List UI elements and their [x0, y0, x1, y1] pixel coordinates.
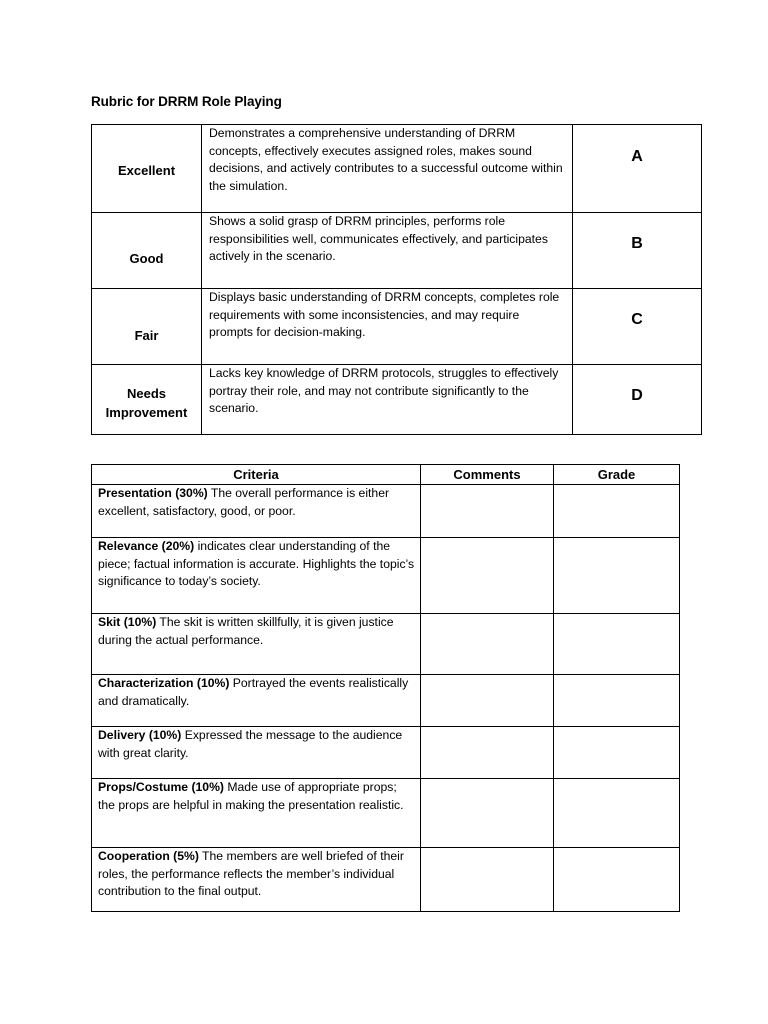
criteria-row [92, 848, 680, 912]
rubric-row-excellent [92, 125, 702, 213]
comments-cell[interactable] [421, 727, 554, 779]
criteria-name: Relevance (20%) [98, 539, 195, 553]
criteria-row [92, 538, 680, 614]
criteria-text: The members are well briefed of their roles, the performance reflects the member’s individual contribution to the final output. [98, 849, 404, 898]
rubric-level: Good [92, 213, 202, 289]
grade-cell[interactable] [554, 675, 680, 727]
rubric-description: Lacks key knowledge of DRRM protocols, struggles to effectively portray their role, and may not contribute significantly to the scenario. [202, 365, 573, 435]
criteria-name: Skit (10%) [98, 615, 157, 629]
rubric-description: Displays basic understanding of DRRM concepts, completes role requirements with some inconsistencies, and may require prompts for decision-making. [202, 289, 573, 365]
grade-cell[interactable] [554, 614, 680, 675]
criteria-header-row [92, 465, 680, 485]
comments-cell[interactable] [421, 485, 554, 538]
criteria-row [92, 675, 680, 727]
criteria-name: Characterization (10%) [98, 676, 230, 690]
criteria-row [92, 485, 680, 538]
rubric-level: Needs Improvement [92, 365, 202, 435]
comments-cell[interactable] [421, 779, 554, 848]
criteria-cell [92, 727, 421, 779]
rubric-description: Demonstrates a comprehensive understanding of DRRM concepts, effectively executes assigned roles, makes sound decisions, and actively contributes to a successful outcome within the simulation. [202, 125, 573, 213]
grade-header: Grade [554, 465, 680, 485]
rubric-row-good [92, 213, 702, 289]
rubric-grade: A [573, 125, 702, 213]
grade-cell[interactable] [554, 727, 680, 779]
rubric-level: Excellent [92, 125, 202, 213]
criteria-text: Portrayed the events realistically and dramatically. [98, 676, 409, 708]
criteria-text: Made use of appropriate props; the props are helpful in making the presentation realistic. [98, 780, 404, 812]
criteria-table [91, 464, 680, 912]
grade-cell[interactable] [554, 485, 680, 538]
rubric-row-fair [92, 289, 702, 365]
criteria-text: Expressed the message to the audience with great clarity. [98, 728, 403, 760]
rubric-grade: D [573, 365, 702, 435]
criteria-row [92, 779, 680, 848]
comments-cell[interactable] [421, 848, 554, 912]
grade-cell[interactable] [554, 779, 680, 848]
criteria-cell [92, 675, 421, 727]
criteria-row [92, 727, 680, 779]
rubric-grade: C [573, 289, 702, 365]
comments-cell[interactable] [421, 538, 554, 614]
criteria-name: Props/Costume (10%) [98, 780, 224, 794]
criteria-name: Delivery (10%) [98, 728, 182, 742]
document-title: Rubric for DRRM Role Playing [91, 94, 282, 109]
criteria-cell [92, 614, 421, 675]
criteria-text: The overall performance is either excellent, satisfactory, good, or poor. [98, 486, 390, 518]
rubric-row-needs-improvement [92, 365, 702, 435]
criteria-row [92, 614, 680, 675]
criteria-name: Presentation (30%) [98, 486, 208, 500]
rubric-level: Fair [92, 289, 202, 365]
comments-cell[interactable] [421, 675, 554, 727]
criteria-text: The skit is written skillfully, it is given justice during the actual performance. [98, 615, 394, 647]
criteria-cell [92, 485, 421, 538]
criteria-header: Criteria [92, 465, 421, 485]
criteria-name: Cooperation (5%) [98, 849, 199, 863]
criteria-cell [92, 848, 421, 912]
comments-header: Comments [421, 465, 554, 485]
rubric-description: Shows a solid grasp of DRRM principles, performs role responsibilities well, communicates effectively, and participates actively in the scenario. [202, 213, 573, 289]
criteria-text: indicates clear understanding of the piece; factual information is accurate. Highlights the topic’s significance to today’s society. [98, 539, 415, 588]
grade-cell[interactable] [554, 848, 680, 912]
comments-cell[interactable] [421, 614, 554, 675]
rubric-grade: B [573, 213, 702, 289]
grade-cell[interactable] [554, 538, 680, 614]
criteria-cell [92, 538, 421, 614]
rubric-table [91, 124, 702, 435]
criteria-cell [92, 779, 421, 848]
